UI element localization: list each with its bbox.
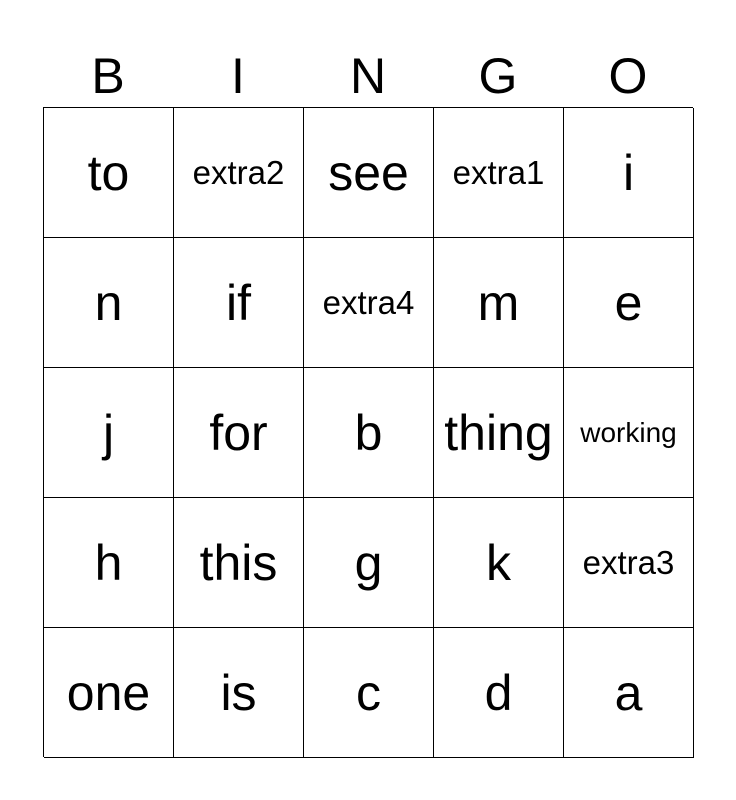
bingo-cell-r5-c2[interactable]: is (174, 628, 304, 758)
bingo-cell-r3-c2[interactable]: for (174, 368, 304, 498)
bingo-cell-r4-c1[interactable]: h (44, 498, 174, 628)
bingo-cell-r5-c4[interactable]: d (434, 628, 564, 758)
bingo-header (43, 45, 693, 107)
header-letter-b: B (91, 48, 125, 104)
header-letter-i: I (231, 48, 245, 104)
bingo-cell-r2-c2[interactable]: if (174, 238, 304, 368)
bingo-cell-r4-c4[interactable]: k (434, 498, 564, 628)
bingo-cell-r1-c3[interactable]: see (304, 108, 434, 238)
bingo-cell-r1-c5[interactable]: i (564, 108, 694, 238)
bingo-cell-r3-c4[interactable]: thing (434, 368, 564, 498)
bingo-cell-r3-c1[interactable]: j (44, 368, 174, 498)
bingo-cell-r2-c1[interactable]: n (44, 238, 174, 368)
bingo-cell-r1-c2[interactable]: extra2 (174, 108, 304, 238)
bingo-cell-r5-c5[interactable]: a (564, 628, 694, 758)
bingo-cell-r4-c2[interactable]: this (174, 498, 304, 628)
bingo-cell-r4-c5[interactable]: extra3 (564, 498, 694, 628)
bingo-cell-r3-c5[interactable]: working (564, 368, 694, 498)
bingo-cell-r5-c3[interactable]: c (304, 628, 434, 758)
bingo-cell-r2-c3[interactable]: extra4 (304, 238, 434, 368)
header-letter-o: O (608, 48, 648, 104)
bingo-cell-r5-c1[interactable]: one (44, 628, 174, 758)
bingo-cell-r1-c1[interactable]: to (44, 108, 174, 238)
bingo-cell-r1-c4[interactable]: extra1 (434, 108, 564, 238)
bingo-board (43, 107, 693, 757)
bingo-cell-r2-c5[interactable]: e (564, 238, 694, 368)
bingo-cell-r2-c4[interactable]: m (434, 238, 564, 368)
header-letter-g: G (478, 48, 518, 104)
bingo-cell-r4-c3[interactable]: g (304, 498, 434, 628)
bingo-cell-r3-c3[interactable]: b (304, 368, 434, 498)
header-letter-n: N (349, 48, 387, 104)
